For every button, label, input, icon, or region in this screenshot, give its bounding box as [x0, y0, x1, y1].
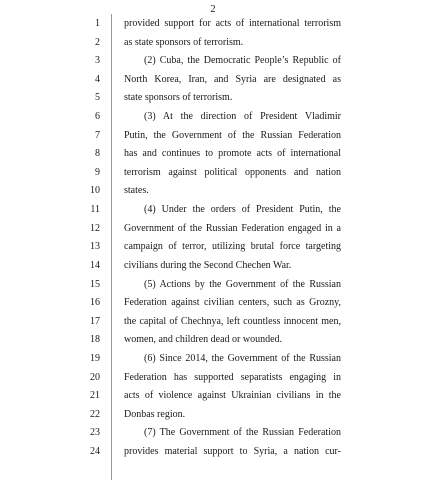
document-line	[0, 127, 426, 146]
line-number: 8	[95, 148, 100, 160]
document-line	[0, 145, 426, 164]
line-text: (3) At the direction of President Vladimir	[144, 111, 341, 123]
line-number: 20	[90, 371, 100, 383]
line-number: 2	[95, 36, 100, 48]
line-number: 18	[90, 334, 100, 346]
line-text: North Korea, Iran, and Syria are designated as	[124, 73, 341, 85]
line-text: Government of the Russian Federation engaged in a	[124, 222, 341, 234]
document-line	[0, 220, 426, 239]
document-line	[0, 182, 426, 201]
line-number: 15	[90, 278, 100, 290]
document-line	[0, 238, 426, 257]
document-line	[0, 369, 426, 388]
document-line	[0, 71, 426, 90]
document-line	[0, 34, 426, 53]
line-number: 3	[95, 55, 100, 67]
line-number: 4	[95, 73, 100, 85]
document-line	[0, 108, 426, 127]
line-number: 11	[90, 204, 100, 216]
line-number: 5	[95, 92, 100, 104]
line-text: acts of violence against Ukrainian civilians in the	[124, 390, 341, 402]
line-number: 24	[90, 446, 100, 458]
document-line	[0, 89, 426, 108]
line-number: 13	[90, 241, 100, 253]
document-line	[0, 387, 426, 406]
line-text: Donbas region.	[124, 408, 186, 420]
line-text: Federation against civilian centers, such as Grozny,	[124, 297, 341, 309]
line-text: (2) Cuba, the Democratic People’s Republic of	[144, 55, 341, 67]
page-number: 2	[210, 4, 216, 15]
document-line	[0, 350, 426, 369]
line-text: (7) The Government of the Russian Federation	[144, 427, 341, 439]
line-text: as state sponsors of terrorism.	[124, 36, 244, 48]
line-number: 9	[95, 166, 100, 178]
document-line	[0, 52, 426, 71]
line-number: 16	[90, 297, 100, 309]
line-text: Putin, the Government of the Russian Federation	[124, 129, 341, 141]
line-text: (5) Actions by the Government of the Russian	[144, 278, 341, 290]
line-number: 19	[90, 352, 100, 364]
line-number: 21	[90, 390, 100, 402]
line-text: campaign of terror, utilizing brutal force targeting	[124, 241, 341, 253]
line-number: 17	[90, 315, 100, 327]
document-line	[0, 257, 426, 276]
document-line	[0, 424, 426, 443]
document-line	[0, 406, 426, 425]
document-line	[0, 331, 426, 350]
line-number: 10	[90, 185, 100, 197]
line-text: provides material support to Syria, a nation cur-	[124, 446, 341, 458]
document-line	[0, 15, 426, 34]
line-text: states.	[124, 185, 149, 197]
document-line	[0, 276, 426, 295]
line-number: 7	[95, 129, 100, 141]
line-text: Federation has supported separatists engaging in	[124, 371, 341, 383]
line-number: 1	[95, 18, 100, 29]
document-line	[0, 294, 426, 313]
line-text: provided support for acts of international terrorism	[124, 18, 341, 29]
line-text: state sponsors of terrorism.	[124, 92, 233, 104]
line-text: women, and children dead or wounded.	[124, 334, 283, 346]
document-body	[0, 15, 426, 462]
line-number: 14	[90, 259, 100, 271]
line-text: (6) Since 2014, the Government of the Russian	[144, 352, 341, 364]
line-number: 23	[90, 427, 100, 439]
line-number: 22	[90, 408, 100, 420]
line-number: 12	[90, 222, 100, 234]
document-line	[0, 313, 426, 332]
line-text: terrorism against political opponents and nation	[124, 166, 341, 178]
document-line	[0, 164, 426, 183]
line-text: (4) Under the orders of President Putin, the	[144, 204, 341, 216]
document-line	[0, 201, 426, 220]
line-text: the capital of Chechnya, left countless innocent men,	[124, 315, 341, 327]
line-text: civilians during the Second Chechen War.	[124, 259, 292, 271]
document-line	[0, 443, 426, 462]
line-number: 6	[95, 111, 100, 123]
line-text: has and continues to promote acts of international	[124, 148, 341, 160]
